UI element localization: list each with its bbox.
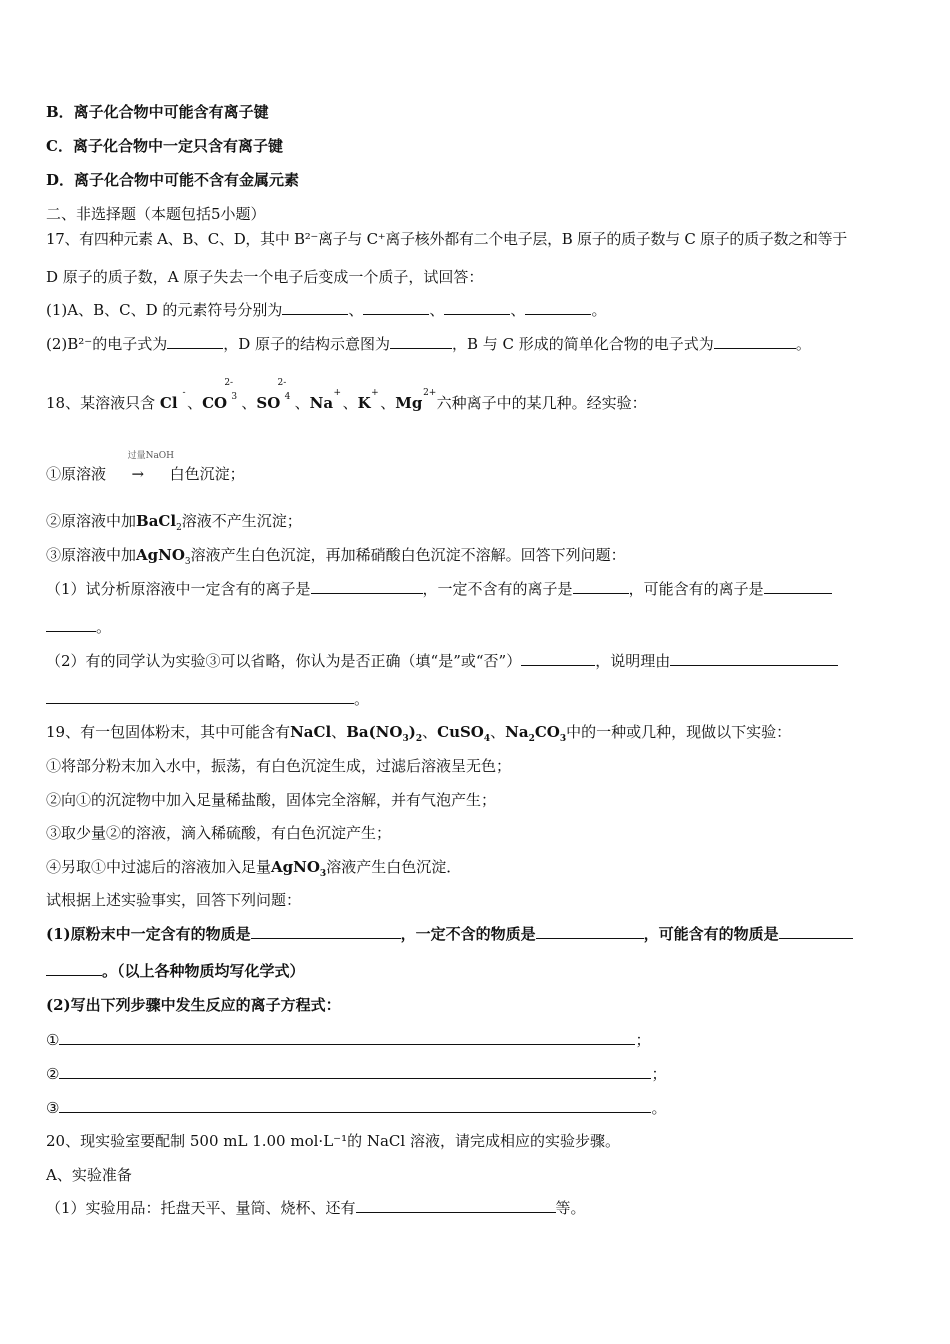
q20-stem: 20、现实验室要配制 500 mL 1.00 mol·L⁻¹的 NaCl 溶液，请完成相应的实验步骤。 xyxy=(46,1132,620,1150)
answer-blank[interactable] xyxy=(167,334,223,349)
q19-eq2: ② ； xyxy=(46,1065,667,1083)
ion-k: K + xyxy=(357,388,379,412)
answer-blank[interactable] xyxy=(390,334,452,349)
option-b: B．离子化合物中可能含有离子键 xyxy=(46,103,269,121)
ion-co3: CO 2- 3 xyxy=(202,378,238,412)
q19-step4: ④另取①中过滤后的溶液加入足量AgNO$_3$溶液产生白色沉淀． xyxy=(46,858,462,879)
q17-line1: 17、有四种元素 A、B、C、D，其中 B²⁻离子与 C⁺离子核外都有二个电子层，B 原子的质子数与 C 原子的质子数之和等于 xyxy=(46,230,848,248)
q19-step1: ①将部分粉末加入水中，振荡，有白色沉淀生成，过滤后溶液呈无色； xyxy=(46,757,512,775)
ion-mg: Mg 2+ xyxy=(395,388,437,412)
answer-blank[interactable] xyxy=(46,689,354,704)
q18-q1: （1）试分析原溶液中一定含有的离子是 ，一定不含有的离子是 ，可能含有的离子是 xyxy=(46,579,904,599)
answer-blank[interactable] xyxy=(444,300,510,315)
q18-stem: 18、某溶液只含 Cl - 、CO 2- 3 、SO 2- 4 、Na + 、K + 、Mg 2+ 六种离子中的某几种。经实验： xyxy=(46,378,647,412)
q19-q1: (1)原粉末中一定含有的物质是 ，一定不含的物质是 ，可能含有的物质是 xyxy=(46,924,904,944)
answer-blank[interactable] xyxy=(59,1098,651,1113)
q19-eq3: ③ 。 xyxy=(46,1099,667,1117)
q19-step2: ②向①的沉淀物中加入足量稀盐酸，固体完全溶解，并有气泡产生； xyxy=(46,791,497,809)
answer-blank[interactable] xyxy=(282,300,348,315)
section-title: 二、非选择题（本题包括5小题） xyxy=(46,205,266,223)
q17-line2: D 原子的质子数，A 原子失去一个电子后变成一个质子，试回答： xyxy=(46,268,484,286)
answer-blank[interactable] xyxy=(521,651,595,666)
q18-exp1: ①原溶液 过量NaOH → 白色沉淀； xyxy=(46,451,245,483)
ion-na: Na + xyxy=(309,388,342,412)
answer-blank[interactable] xyxy=(764,579,832,594)
answer-blank[interactable] xyxy=(536,924,644,939)
answer-blank[interactable] xyxy=(46,617,96,632)
q20-section-a: A、实验准备 xyxy=(46,1166,132,1184)
ion-cl: Cl - xyxy=(159,388,186,412)
answer-blank[interactable] xyxy=(714,334,796,349)
q19-eq1: ① ； xyxy=(46,1031,651,1049)
answer-blank[interactable] xyxy=(573,579,629,594)
answer-blank[interactable] xyxy=(779,924,853,939)
q19-q1-cont: 。（以上各种物质均写化学式） xyxy=(46,961,904,981)
q19-step3: ③取少量②的溶液，滴入稀硫酸，有白色沉淀产生； xyxy=(46,824,392,842)
answer-blank[interactable] xyxy=(311,579,423,594)
reaction-arrow: 过量NaOH → xyxy=(127,451,175,483)
q18-exp3: ③原溶液中加AgNO$_3$溶液产生白色沉淀，再加稀硝酸白色沉淀不溶解。回答下列问题： xyxy=(46,546,626,567)
q18-exp2: ②原溶液中加BaCl$_2$溶液不产生沉淀； xyxy=(46,512,302,533)
q17-part2: (2)B²⁻的电子式为 ，D 原子的结构示意图为 ，B 与 C 形成的简单化合物的电子式为 。 xyxy=(46,335,811,353)
q19-intro: 试根据上述实验事实，回答下列问题： xyxy=(46,891,302,909)
answer-blank[interactable] xyxy=(363,300,429,315)
q19-q2: (2)写出下列步骤中发生反应的离子方程式： xyxy=(46,996,341,1014)
ion-so4: SO 2- 4 xyxy=(256,378,291,412)
answer-blank[interactable] xyxy=(525,300,591,315)
q20-p1: （1）实验用品：托盘天平、量筒、烧杯、还有 等。 xyxy=(46,1199,586,1217)
q17-part1: (1)A、B、C、D 的元素符号分别为 、 、 、 。 xyxy=(46,301,607,319)
answer-blank[interactable] xyxy=(251,924,401,939)
option-d: D．离子化合物中可能不含有金属元素 xyxy=(46,171,300,189)
q19-stem: 19、有一包固体粉末，其中可能含有NaCl、$Ba(NO_3)_2$、CuSO$_4$、$Na_2CO_3$中的一种或几种，现做以下实验： xyxy=(46,723,792,744)
q18-q1-cont: 。 xyxy=(46,617,904,637)
answer-blank[interactable] xyxy=(59,1030,635,1045)
answer-blank[interactable] xyxy=(356,1198,556,1213)
option-c: C．离子化合物中一定只含有离子键 xyxy=(46,137,283,155)
answer-blank[interactable] xyxy=(46,961,102,976)
answer-blank[interactable] xyxy=(59,1064,651,1079)
q18-q2-cont: 。 xyxy=(46,689,904,709)
answer-blank[interactable] xyxy=(670,651,838,666)
q18-q2: （2）有的同学认为实验③可以省略，你认为是否正确（填“是”或“否”） ，说明理由 xyxy=(46,651,904,671)
